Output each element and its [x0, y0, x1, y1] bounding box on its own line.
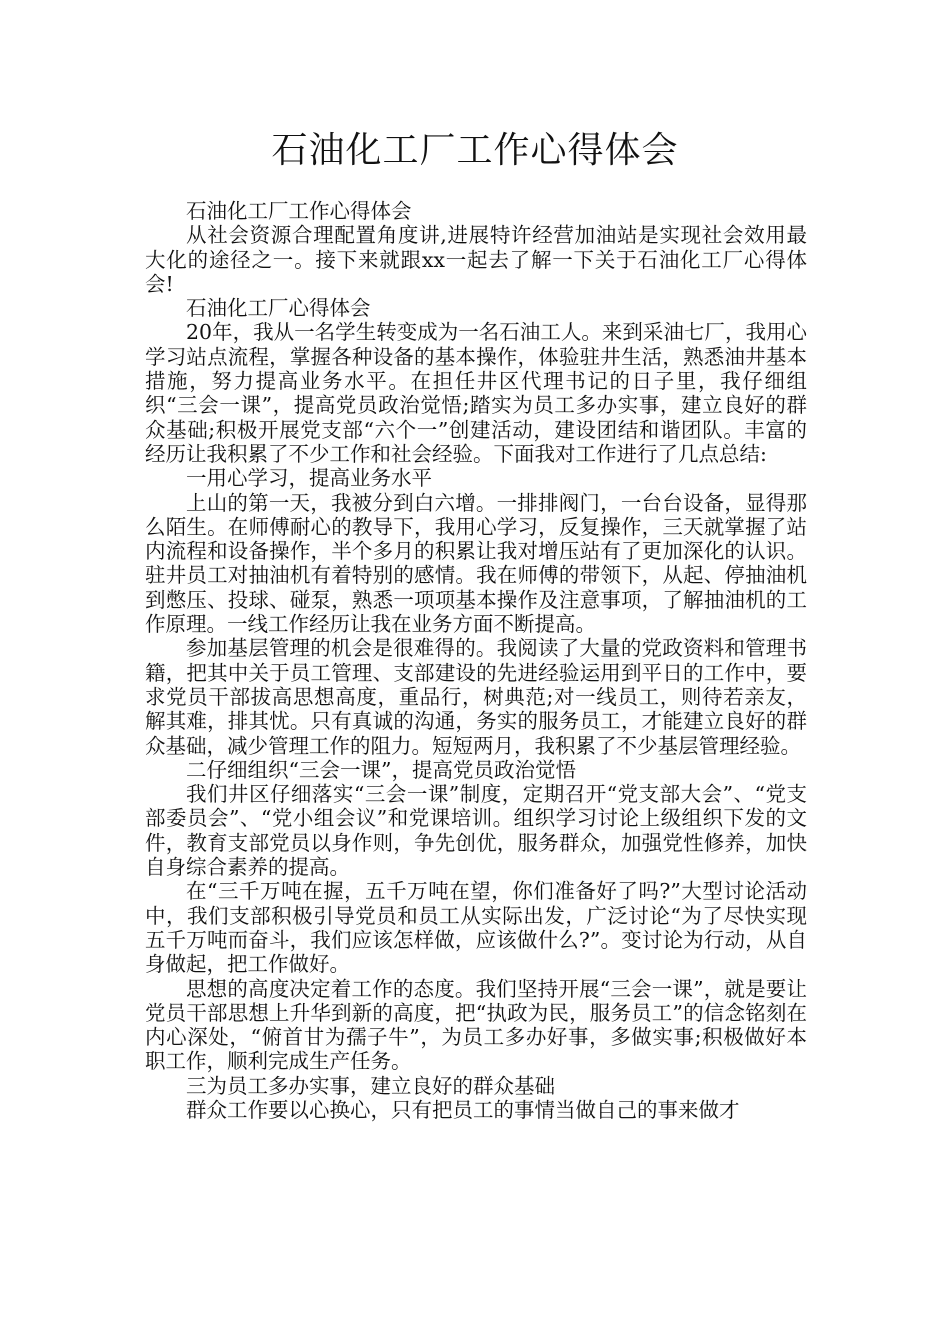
paragraph: 我们井区仔细落实“三会一课”制度，定期召开“党支部大会”、“党支部委员会”、“党小组会议”和党课培训。组织学习讨论上级组织下发的文件，教育支部党员以身作则，争先创优，服务群众，加强党性修养，加快自身综合素养的提高。 — [145, 782, 807, 880]
paragraph: 思想的高度决定着工作的态度。我们坚持开展“三会一课”，就是要让党员干部思想上升华到新的高度，把“执政为民，服务员工”的信念铭刻在内心深处，“俯首甘为孺子牛”，为员工多办好事，多做实事;积极做好本职工作，顺利完成生产任务。 — [145, 976, 807, 1074]
section-heading-1: 一用心学习，提高业务水平 — [186, 466, 432, 491]
paragraph: 上山的第一天，我被分到白六增。一排排阀门，一台台设备，显得那么陌生。在师傅耐心的教导下，我用心学习，反复操作，三天就掌握了站内流程和设备操作，半个多月的积累让我对增压站有了更加深化的认识。驻井员工对抽油机有着特别的感情。我在师傅的带领下，从起、停抽油机到憋压、投球、碰泵，熟悉一项项基本操作及注意事项，了解抽油机的工作原理。一线工作经历让我在业务方面不断提高。 — [145, 490, 807, 637]
section-heading-2: 二仔细组织“三会一课”，提高党员政治觉悟 — [186, 757, 576, 782]
section-heading-3: 三为员工多办实事，建立良好的群众基础 — [186, 1073, 555, 1098]
document-body — [145, 199, 807, 1122]
paragraph: 在“三千万吨在握，五千万吨在望，你们准备好了吗?”大型讨论活动中，我们支部积极引导党员和员工从实际出发，广泛讨论“为了尽快实现五千万吨而奋斗，我们应该怎样做，应该做什么?”。变讨论为行动，从自身做起，把工作做好。 — [145, 879, 807, 977]
document-title: 石油化工厂工作心得体会 — [271, 130, 679, 171]
paragraph: 20年，我从一名学生转变成为一名石油工人。来到采油七厂，我用心学习站点流程，掌握各种设备的基本操作，体验驻井生活，熟悉油井基本措施，努力提高业务水平。在担任井区代理书记的日子里，我仔细组织“三会一课”，提高党员政治觉悟;踏实为员工多办实事，建立良好的群众基础;积极开展党支部“六个一”创建活动，建设团结和谐团队。丰富的经历让我积累了不少工作和社会经验。下面我对工作进行了几点总结: — [145, 320, 807, 466]
paragraph-heading: 石油化工厂心得体会 — [186, 296, 371, 321]
paragraph: 参加基层管理的机会是很难得的。我阅读了大量的党政资料和管理书籍，把其中关于员工管理、支部建设的先进经验运用到平日的工作中，要求党员干部拔高思想高度，重品行，树典范;对一线员工，则待若亲友，解其难，排其忧。只有真诚的沟通，务实的服务员工，才能建立良好的群众基础，减少管理工作的阻力。短短两月，我积累了不少基层管理经验。 — [145, 636, 807, 758]
paragraph: 群众工作要以心换心，只有把员工的事情当做自己的事来做才 — [186, 1097, 740, 1122]
paragraph-intro: 从社会资源合理配置角度讲,进展特许经营加油站是实现社会效用最大化的途径之一。接下来就跟xx一起去了解一下关于石油化工厂心得体会! — [145, 223, 807, 296]
paragraph-subtitle: 石油化工厂工作心得体会 — [186, 199, 412, 223]
